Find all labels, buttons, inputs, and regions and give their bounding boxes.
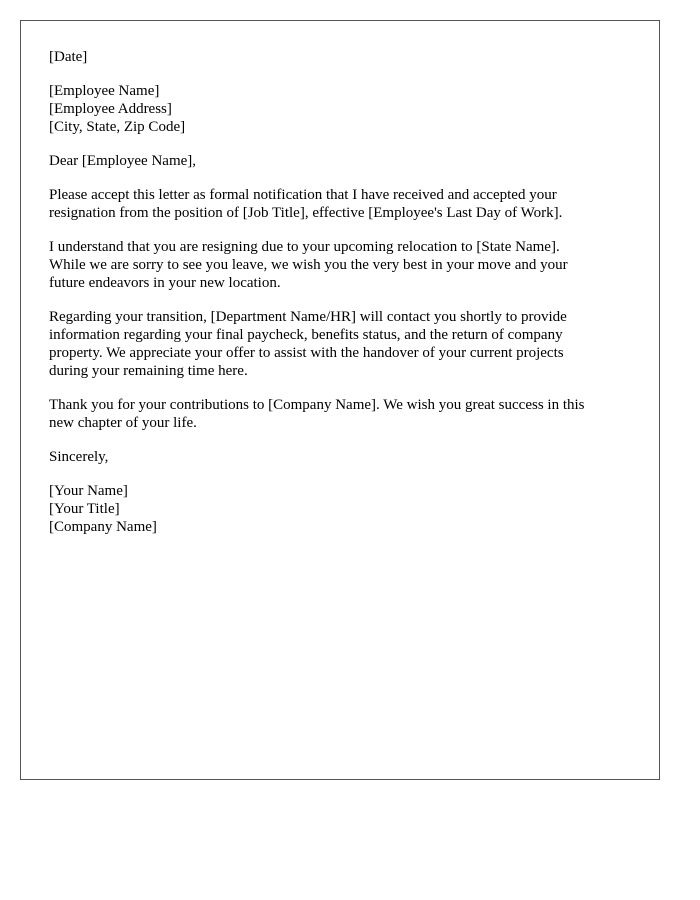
paragraph-line: property. We appreciate your offer to assist with the handover of your current projects [49,345,564,361]
paragraph-acceptance [49,186,629,222]
signature-name: [Your Name] [49,483,128,499]
paragraph-line: resignation from the position of [Job Title], effective [Employee's Last Day of Work]. [49,205,563,221]
date-block [49,48,629,66]
paragraph-thanks [49,396,629,432]
salutation: Dear [Employee Name], [49,153,197,169]
paragraph-line: during your remaining time here. [49,363,248,379]
paragraph-transition [49,308,629,380]
paragraph-relocation [49,238,629,292]
recipient-address-block [49,82,629,136]
signature-block [49,482,629,536]
closing: Sincerely, [49,449,109,465]
signature-title: [Your Title] [49,501,120,517]
paragraph-line: new chapter of your life. [49,415,197,431]
paragraph-line: I understand that you are resigning due to your upcoming relocation to [State Name]. [49,239,560,255]
recipient-city-state-zip: [City, State, Zip Code] [49,119,186,135]
recipient-address: [Employee Address] [49,101,172,117]
paragraph-line: Thank you for your contributions to [Company Name]. We wish you great success in this [49,397,585,413]
paragraph-line: Regarding your transition, [Department Name/HR] will contact you shortly to provide [49,309,567,325]
salutation-block [49,152,629,170]
recipient-name: [Employee Name] [49,83,160,99]
signature-company: [Company Name] [49,519,157,535]
letter-body [49,48,629,552]
letter-date: [Date] [49,49,88,65]
paragraph-line: Please accept this letter as formal notification that I have received and accepted your [49,187,557,203]
letter-page [20,20,660,780]
paragraph-line: While we are sorry to see you leave, we wish you the very best in your move and your [49,257,568,273]
paragraph-line: future endeavors in your new location. [49,275,281,291]
paragraph-line: information regarding your final paycheck, benefits status, and the return of company [49,327,563,343]
closing-block [49,448,629,466]
